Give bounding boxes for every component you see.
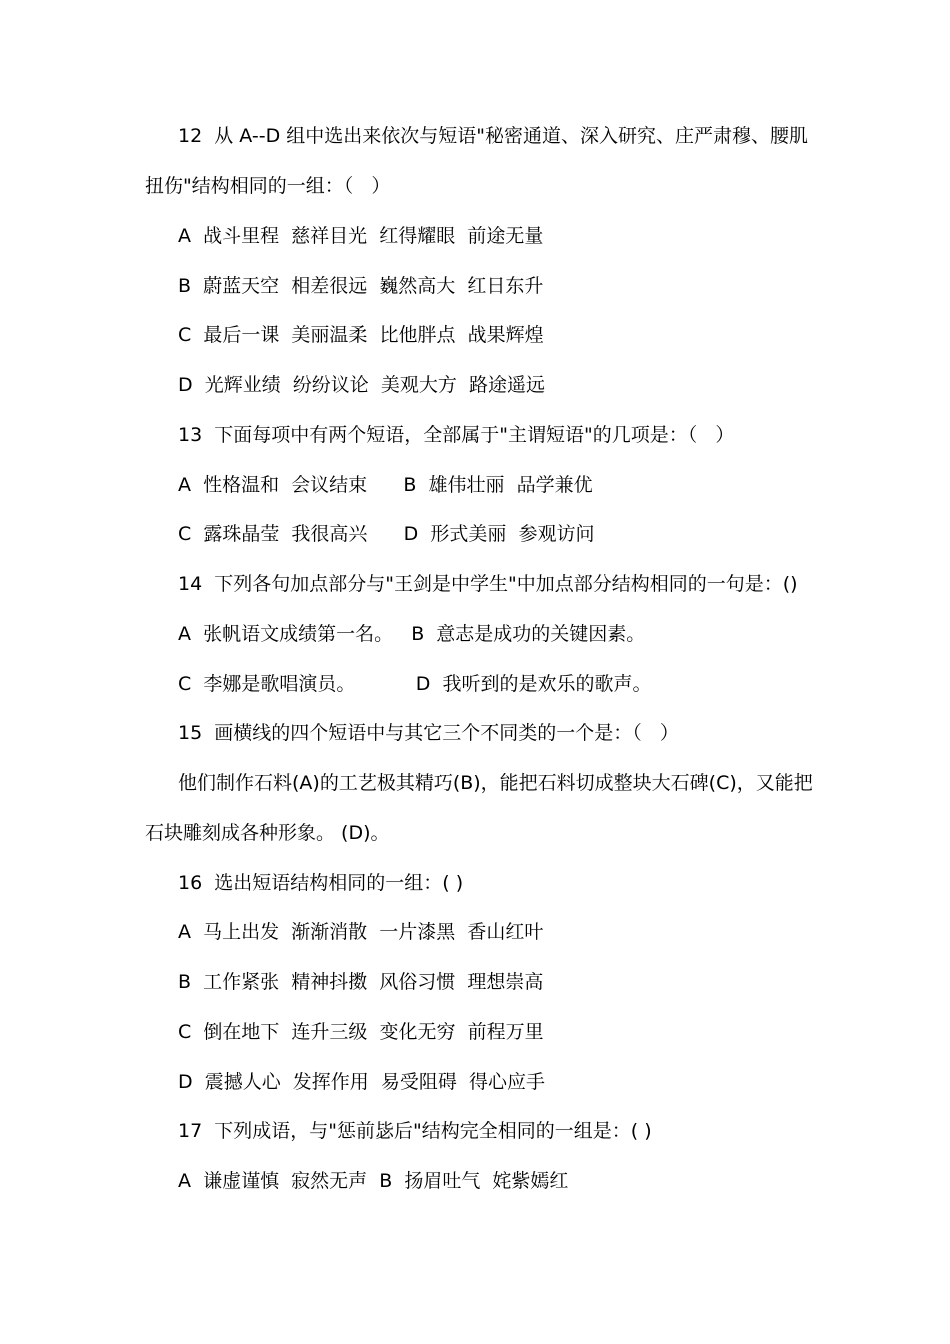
question-16-option-c: C 倒在地下 连升三级 变化无穷 前程万里: [178, 1021, 544, 1043]
question-12-line-1: 12 从 A--D 组中选出来依次与短语"秘密通道、深入研究、庄严肃穆、腰肌: [178, 125, 808, 147]
question-14-options-cd: C 李娜是歌唱演员。 D 我听到的是欢乐的歌声。: [178, 673, 652, 695]
question-12-option-d: D 光辉业绩 纷纷议论 美观大方 路途遥远: [178, 374, 545, 396]
question-15-passage-line-1: 他们制作石料(A)的工艺极其精巧(B)，能把石料切成整块大石碑(C)，又能把: [178, 772, 813, 794]
question-17-stem: 17 下列成语，与"惩前毖后"结构完全相同的一组是：( ): [178, 1120, 652, 1142]
question-16-option-a: A 马上出发 渐渐消散 一片漆黑 香山红叶: [178, 921, 544, 943]
question-15-stem: 15 画横线的四个短语中与其它三个不同类的一个是：（ ）: [178, 722, 679, 744]
question-14-options-ab: A 张帆语文成绩第一名。 B 意志是成功的关键因素。: [178, 623, 646, 645]
question-12-option-c: C 最后一课 美丽温柔 比他胖点 战果辉煌: [178, 324, 544, 346]
question-16-option-b: B 工作紧张 精神抖擞 风俗习惯 理想崇高: [178, 971, 544, 993]
question-16-option-d: D 震撼人心 发挥作用 易受阻碍 得心应手: [178, 1071, 545, 1093]
question-14-stem: 14 下列各句加点部分与"王剑是中学生"中加点部分结构相同的一句是：(): [178, 573, 798, 595]
question-15-passage-line-2: 石块雕刻成各种形象。 (D)。: [145, 822, 390, 844]
question-13-options-ab: A 性格温和 会议结束 B 雄伟壮丽 品学兼优: [178, 474, 593, 496]
question-16-stem: 16 选出短语结构相同的一组：( ): [178, 872, 464, 894]
question-12-line-2: 扭伤"结构相同的一组：（ ）: [145, 175, 391, 197]
question-12-option-b: B 蔚蓝天空 相差很远 巍然高大 红日东升: [178, 275, 544, 297]
question-17-options-ab: A 谦虚谨慎 寂然无声 B 扬眉吐气 姹紫嫣红: [178, 1170, 569, 1192]
question-13-options-cd: C 露珠晶莹 我很高兴 D 形式美丽 参观访问: [178, 523, 595, 545]
question-13-stem: 13 下面每项中有两个短语，全部属于"主谓短语"的几项是：（ ）: [178, 424, 735, 446]
question-12-option-a: A 战斗里程 慈祥目光 红得耀眼 前途无量: [178, 225, 544, 247]
